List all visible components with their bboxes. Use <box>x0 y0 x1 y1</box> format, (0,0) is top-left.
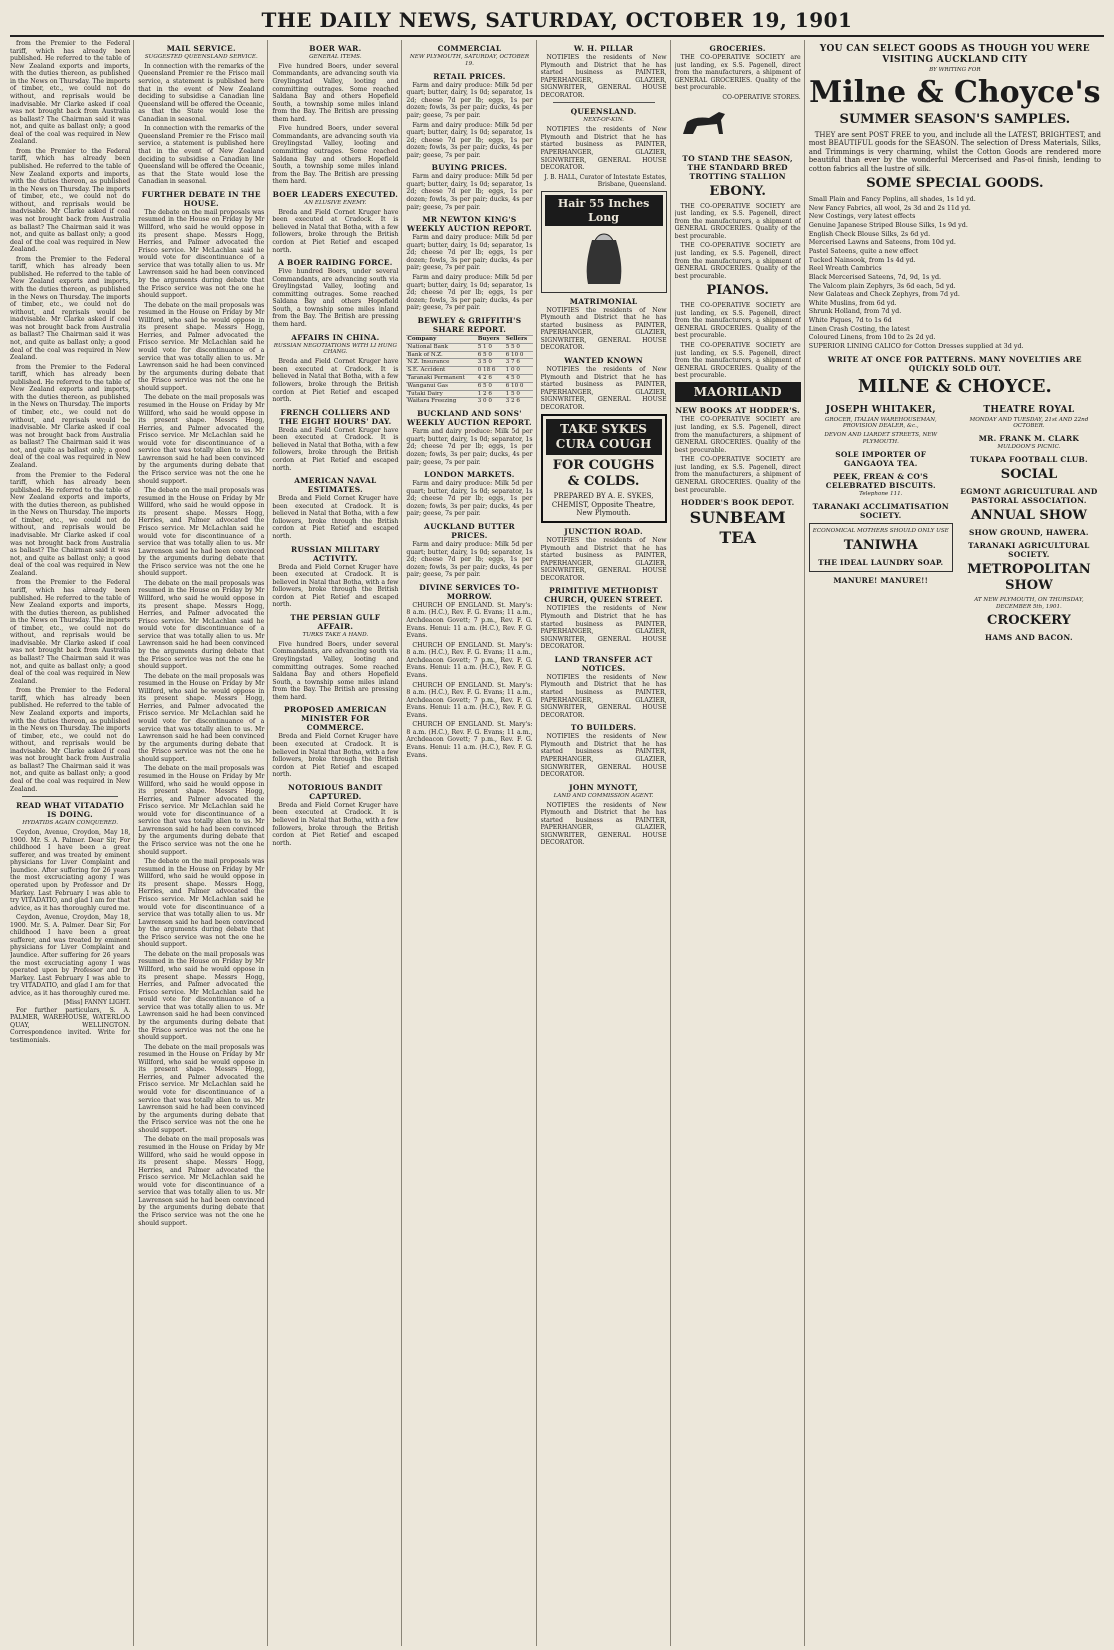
taniwha-soap: THE IDEAL LAUNDRY SOAP. <box>818 557 944 567</box>
advert-body: NOTIFIES the residents of New Plymouth and District that he has started business as PAINTER, PAPERHANGER, GLAZIER, SIGNWRITER, GENERAL HOUSE DECORATOR. <box>540 126 667 172</box>
gangaoya-tea: SOLE IMPORTER OF GANGAOYA TEA. <box>835 449 927 468</box>
table-cell: 6 10 0 <box>505 382 533 390</box>
share-column-header: Buyers <box>477 335 505 343</box>
goods-item: New Costings, very latest effects <box>808 212 916 221</box>
mail-service-subheading: SUGGESTED QUEENSLAND SERVICE. <box>144 54 258 61</box>
advert-body: THE CO-OPERATIVE SOCIETY are just landing, ex S.S. Pagenell, direct from the manufacturers, a shipment of GENERAL GROCERIES. Quality of the best procurable. <box>674 202 801 240</box>
milne-subtitle: SUMMER SEASON'S SAMPLES. <box>839 111 1071 127</box>
hodders-depot-heading: HODDER'S BOOK DEPOT. <box>680 498 795 508</box>
divine-services-heading: DIVINE SERVICES TO-MORROW. <box>419 582 520 601</box>
pillar-heading: W. H. PILLAR <box>573 44 634 53</box>
horse-icon <box>675 104 735 144</box>
article-body: Breda and Field Cornet Kruger have been executed at Cradock. It is believed in Natal that Botha, with a few followers, broke through the British cordon at Piet Retief and escaped north. <box>272 495 399 540</box>
article-body: The debate on the mail proposals was resumed in the House on Friday by Mr Willford, who said he would oppose in its present shape. Messrs Hogg, Herries, and Palmer advocated the Frisco service. Mr McLachlan said he would vote for discontinuance of a service that was totally alien to us. Mr Lawrenson said he had been convinced by the arguments during debate that the Frisco service was not the one he should support. <box>138 579 265 671</box>
hair-advert <box>541 191 667 292</box>
table-cell: 3 2 6 <box>505 398 533 405</box>
taniwha-title: TANIWHA <box>843 537 918 553</box>
article-body: Breda and Field Cornet Kruger have been executed at Cradock. It is believed in Natal that Botha, with a few followers, broke through the British cordon at Piet Retief and escaped north. <box>272 208 399 254</box>
mynott-heading: JOHN MYNOTT, <box>569 782 639 792</box>
article-body: The debate on the mail proposals was resumed in the House on Friday by Mr Willford, who said he would oppose in its present shape. Messrs Hogg, Herries, and Palmer advocated the Frisco service. Mr McLachlan said he would vote for discontinuance of a service that was totally alien to us. Mr Lawrenson said he had been convinced by the arguments during debate that the Frisco service was not the one he should support. <box>138 1043 265 1134</box>
masthead: THE DAILY NEWS, SATURDAY, OCTOBER 19, 1901 <box>10 8 1104 37</box>
table-cell: 3 5 0 <box>477 359 505 367</box>
elusive-enemy-heading: AN ELUSIVE ENEMY. <box>304 199 367 206</box>
naval-estimates-heading: AMERICAN NAVAL ESTIMATES. <box>294 476 377 495</box>
theatre-heading: THEATRE ROYAL <box>983 404 1075 415</box>
goods-item: The Valcom plain Zephyrs, 3s 6d each, 5d yd. <box>808 281 956 290</box>
advert-body: NOTIFIES the residents of New Plymouth and District that he has started business as PAINTER, PAPERHANGER, GLAZIER, SIGNWRITER, GENERAL HOUSE DECORATOR. <box>540 605 667 651</box>
goods-item: Mercerised Lawns and Sateens, from 10d yd. <box>808 238 956 247</box>
table-row <box>406 359 532 367</box>
bandit-heading: NOTORIOUS BANDIT CAPTURED. <box>288 782 383 801</box>
vitadatio-subheading: HYDATIDS AGAIN CONQUERED. <box>22 820 118 827</box>
article-body: The debate on the mail proposals was resumed in the House on Friday by Mr Willford, who said he would oppose in its present shape. Messrs Hogg, Herries, and Palmer advocated the Frisco service. Mr McLachlan said he would vote for discontinuance of a service that was totally alien to us. Mr Lawrenson said he had been convinced by the arguments during debate that the Frisco service was not the one he should support. <box>138 950 265 1042</box>
buying-prices-heading: BUYING PRICES. <box>431 163 508 173</box>
article-body: Farm and dairy produce: Milk 5d per quart; butter, dairy, 1s 0d; separator, 1s 2d; cheese 7d per lb; eggs, 1s per dozen; fowls, 3s per pair; ducks, 4s per pair; geese, 7s per pair. <box>406 274 533 312</box>
testimonial-letter: Ceydon, Avenue, Croydon, May 18, 1900. Mr. S. A. Palmer. Dear Sir, For childhood I have been a great sufferer, and was treated by eminent physicians for Liver Complaint and Jaundice. After suffering for 26 years the most excruciating agony I was operated upon by Professor and Dr Markey. Last February I was able to try VITADATIO, and glad I am for that advice, as it has thoroughly cured me. <box>10 829 131 912</box>
land-transfer-heading: LAND TRANSFER ACT NOTICES. <box>554 654 653 673</box>
table-row <box>406 367 532 375</box>
advert-body: THE CO-OPERATIVE SOCIETY are just landing, ex S.S. Pagenell, direct from the manufacturers, a shipment of GENERAL GROCERIES. Quality of the best procurable. <box>674 242 801 280</box>
french-colliers-heading: FRENCH COLLIERS AND THE EIGHT HOURS' DAY. <box>279 407 392 426</box>
egmont-heading: EGMONT AGRICULTURAL AND PASTORAL ASSOCIATION. <box>960 487 1098 506</box>
cura-advert <box>541 414 667 523</box>
theatre-dates: MONDAY AND TUESDAY, 21st AND 22nd OCTOBER. <box>969 416 1089 430</box>
hodders-heading: NEW BOOKS AT HODDER'S. <box>675 406 801 416</box>
tas-heading: TARANAKI AGRICULTURAL SOCIETY. <box>968 540 1090 559</box>
table-cell: N.Z. Insurance <box>406 359 476 367</box>
table-row <box>406 343 532 351</box>
vitadatio-heading: READ WHAT VITADATIO IS DOING. <box>16 801 125 820</box>
article-body: The debate on the mail proposals was resumed in the House on Friday by Mr Willford, who said he would oppose in its present shape. Messrs Hogg, Herries, and Palmer advocated the Frisco service. Mr McLachlan said he would vote for discontinuance of a service that was totally alien to us. Mr Lawrenson said he had been convinced by the arguments during debate that the Frisco service was not the one he should support. <box>138 301 265 392</box>
taniwha-advert <box>809 523 953 572</box>
goods-item: Pastel Sateens, quite a new effect <box>808 246 919 255</box>
junction-road-heading: JUNCTION ROAD. <box>564 527 643 536</box>
peek-frean: PEEK, FREAN & CO'S CELEBRATED BISCUITS. <box>825 471 936 490</box>
goods-item: New Fancy Fabrics, all wool, 2s 3d and 2s 11d yd. <box>808 203 971 212</box>
whitaker-address: DEVON AND LIARDET STREETS, NEW PLYMOUTH. <box>824 432 938 446</box>
goods-item: White Muslins, from 6d yd. <box>808 298 897 307</box>
column-7 <box>809 40 1104 1646</box>
boer-war-heading: BOER WAR. <box>309 44 362 53</box>
special-goods-heading: SOME SPECIAL GOODS. <box>866 176 1044 192</box>
table-row <box>406 351 532 359</box>
goods-item: White Piques, 7d to 1s 6d <box>808 316 892 325</box>
matrimonial-heading: MATRIMONIAL <box>569 296 638 306</box>
column-6 <box>675 40 805 1646</box>
china-subheading: RUSSIAN NEGOTIATIONS WITH LI HUNG CHANG. <box>273 342 397 356</box>
goods-item: Shrunk Holland, from 7d yd. <box>808 307 902 316</box>
article-body: from the Premier to the Federal tariff, which has already been published. He referred to the table of New Zealand exports and imports, with the duties thereon, as published in the News on Thursday. The imports of timber, etc., we could not do without, and reprisals would be inadvisable. Mr Clarke asked if coal was not brought back from Australia as ballast? The Chairman said it was not, and quite as ballast only; a good deal of the coal was required in New Zealand. <box>10 255 131 362</box>
acclimatisation-heading: TARANAKI ACCLIMATISATION SOCIETY. <box>812 501 949 520</box>
queensland-signature: J. B. HALL, Curator of Intestate Estates, Brisbane, Queensland. <box>544 173 667 188</box>
theatre-performer: MR. FRANK M. CLARK <box>978 434 1080 444</box>
column-3 <box>272 40 402 1646</box>
table-cell: Waitara Freezing <box>406 398 476 405</box>
groceries-signature: CO-OPERATIVE STORES. <box>722 93 801 101</box>
advert-body: NOTIFIES the residents of New Plymouth and District that he has started business as PAINTER, PAPERHANGER, GLAZIER, SIGNWRITER, GENERAL HOUSE DECORATOR. <box>540 54 667 99</box>
table-cell: Taranaki Permanent <box>406 374 476 382</box>
milne-body: THEY are sent POST FREE to you, and include all the LATEST, BRIGHTEST, and most BEAUTIFUL goods for the SEASON. The selection of Dress Materials, Silks, and Trimmings is very charming, whilst the Cotton Goods are rendered more beautiful than ever by the wonderful Mercerised and Pas-ol finish, lending to cotton fabrics all the lustre of silk. <box>808 130 1101 173</box>
theatre-show: MULDOON'S PICNIC. <box>997 444 1061 451</box>
advert-body: NOTIFIES the residents of New Plymouth and District that he has started business as PAINTER, PAPERHANGER, GLAZIER, SIGNWRITER, GENERAL HOUSE DECORATOR. <box>540 537 667 582</box>
advert-body: NOTIFIES the residents of New Plymouth and District that he has started business as PAINTER, PAPERHANGER, GLAZIER, SIGNWRITER, GENERAL HOUSE DECORATOR. <box>540 366 667 411</box>
goods-list <box>809 195 1101 351</box>
table-cell: 6 10 0 <box>505 351 533 359</box>
share-table <box>406 335 532 405</box>
article-body: CHURCH OF ENGLAND. St. Mary's: 8 a.m. (H.C.), Rev. F. G. Evans; 11 a.m., Archdeacon Govett; 7 p.m., Rev. F. G. Evans. Henui: 11 a.m. (H.C.), Rev. F. G. Evans. <box>406 721 533 759</box>
article-body: Farm and dairy produce: Milk 5d per quart; butter, dairy, 1s 0d; separator, 1s 2d; cheese 7d per lb; eggs, 1s per dozen; fowls, 3s per pair; ducks, 4s per pair; geese, 7s per pair. <box>406 173 533 211</box>
table-cell: Wanganui Gas <box>406 382 476 390</box>
share-column-header: Company <box>406 335 476 343</box>
advert-body: THE CO-OPERATIVE SOCIETY are just landing, ex S.S. Pagenell, direct from the manufacturers, a shipment of GENERAL GROCERIES. Quality of the best procurable. <box>674 456 801 494</box>
advert-body: NOTIFIES the residents of New Plymouth and District that he has started business as PAINTER, PAPERHANGER, GLAZIER, SIGNWRITER, GENERAL HOUSE DECORATOR. <box>540 733 667 779</box>
wanted-known-heading: WANTED KNOWN <box>564 356 643 366</box>
table-cell: 4 5 0 <box>505 374 533 382</box>
hawera-heading: SHOW GROUND, HAWERA. <box>969 527 1089 537</box>
table-cell: 3 7 6 <box>505 359 533 367</box>
article-body: Farm and dairy produce: Milk 5d per quart; butter, dairy, 1s 0d; separator, 1s 2d; cheese 7d per lb; eggs, 1s per dozen; fowls, 3s per pair; ducks, 4s per pair; geese, 7s per pair. <box>406 541 533 579</box>
article-body: from the Premier to the Federal tariff, which has already been published. He referred to the table of New Zealand exports and imports, with the duties thereon, as published in the News on Thursday. The imports of timber, etc., we could not do without, and reprisals would be inadvisable. Mr Clarke asked if coal was not brought back from Australia as ballast? The Chairman said it was not, and quite as ballast only; a good deal of the coal was required in New Zealand. <box>10 471 131 577</box>
taniwha-mothers: ECONOMICAL MOTHERS SHOULD ONLY USE <box>812 527 949 534</box>
american-minister-heading: PROPOSED AMERICAN MINISTER FOR COMMERCE. <box>284 705 387 733</box>
advert-body: THE CO-OPERATIVE SOCIETY are just landing, ex S.S. Pagenell, direct from the manufacturers, a shipment of GENERAL GROCERIES. Quality of the best procurable. <box>674 54 801 92</box>
article-body: Breda and Field Cornet Kruger have been executed at Cradock. It is believed in Natal that Botha, with a few followers, broke through the British cordon at Piet Retief and escaped north. <box>272 426 399 472</box>
article-body: The debate on the mail proposals was resumed in the House on Friday by Mr Willford, who said he would oppose in its present shape. Messrs Hogg, Herries, and Palmer advocated the Frisco service. Mr McLachlan said he would vote for discontinuance of a service that was totally alien to us. Mr Lawrenson said he had been convinced by the arguments during debate that the Frisco service was not the one he should support. <box>138 858 265 949</box>
goods-item: Tucked Nainsook, from 1s 4d yd. <box>808 255 916 264</box>
boer-leaders-heading: BOER LEADERS EXECUTED. <box>272 189 399 199</box>
share-report-heading: BEWLEY & GRIFFITH'S SHARE REPORT. <box>417 315 522 334</box>
testimonial-signature: [Miss] FANNY LIGHT. <box>63 999 131 1007</box>
goods-item: New Galateas and Check Zephyrs, from 7d yd. <box>808 290 960 299</box>
hair-title: Hair 55 Inches Long <box>545 195 663 226</box>
article-body: The debate on the mail proposals was resumed in the House on Friday by Mr Willford, who said he would oppose in its present shape. Messrs Hogg, Herries, and Palmer advocated the Frisco service. Mr McLachlan said he would vote for discontinuance of a service that was totally alien to us. Mr Lawrenson said he had been convinced by the arguments during debate that the Frisco service was not the one he should support. <box>138 208 265 300</box>
maoriland-banner: MAORILAND <box>675 382 801 403</box>
builders-heading: TO BUILDERS. <box>570 723 637 733</box>
milne-brand-2: MILNE & CHOYCE. <box>857 375 1052 397</box>
boer-raiding-heading: A BOER RAIDING FORCE. <box>278 258 393 268</box>
london-markets-heading: LONDON MARKETS. <box>424 470 515 480</box>
article-body: from the Premier to the Federal tariff, which has already been published. He referred to the table of New Zealand exports and imports, with the duties thereon, as published in the News on Thursday. The imports of timber, etc., we could not do without, and reprisals would be inadvisable. Mr Clarke asked if coal was not brought back from Australia as ballast? The Chairman said it was not, and quite as ballast only; a good deal of the coal was required in New Zealand. <box>10 363 131 469</box>
article-body: Farm and dairy produce: Milk 5d per quart; butter, dairy, 1s 0d; separator, 1s 2d; cheese 7d per lb; eggs, 1s per dozen; fowls, 3s per pair; ducks, 4s per pair; geese, 7s per pair. <box>406 121 533 159</box>
article-body: Farm and dairy produce: Milk 5d per quart; butter, dairy, 1s 0d; separator, 1s 2d; cheese 7d per lb; eggs, 1s per dozen; fowls, 3s per pair; ducks, 4s per pair; geese, 7s per pair. <box>406 81 533 119</box>
milne-intro: YOU CAN SELECT GOODS AS THOUGH YOU WERE VISITING AUCKLAND CITY <box>819 44 1090 65</box>
russian-military-heading: RUSSIAN MILITARY ACTIVITY. <box>291 544 380 563</box>
debate-heading: FURTHER DEBATE IN THE HOUSE. <box>141 189 261 208</box>
article-body: The debate on the mail proposals was resumed in the House on Friday by Mr Willford, who said he would oppose in its present shape. Messrs Hogg, Herries, and Palmer advocated the Frisco service. Mr McLachlan said he would vote for discontinuance of a service that was totally alien to us. Mr Lawrenson said he had been convinced by the arguments during debate that the Frisco service was not the one he should support. <box>138 672 265 763</box>
commercial-heading: COMMERCIAL <box>437 44 502 53</box>
cura-subtitle: FOR COUGHS & COLDS. <box>552 457 655 489</box>
table-cell: 0 18 6 <box>477 367 505 375</box>
metro-show-heading: METROPOLITAN SHOW <box>967 562 1091 593</box>
article-body: Five hundred Boers, under several Commandants, are advancing south via Greylingstad Valley, looting and committing outrages. Some reached Saldana Bay and others Hopefield South, a township some miles inland from the Bay. The British are pressing them hard. <box>272 125 399 186</box>
annual-show-heading: ANNUAL SHOW <box>970 508 1087 524</box>
table-cell: 1 2 6 <box>477 390 505 398</box>
table-cell: Bank of N.Z. <box>406 351 476 359</box>
table-row <box>406 398 532 405</box>
article-body: Breda and Field Cornet Kruger have been executed at Cradock. It is believed in Natal that Botha, with a few followers, broke through the British cordon at Piet Retief and escaped north. <box>272 801 399 847</box>
table-cell: S.E. Accident <box>406 367 476 375</box>
mynott-subheading: LAND AND COMMISSION AGENT. <box>553 792 654 799</box>
article-body: The debate on the mail proposals was resumed in the House on Friday by Mr Willford, who said he would oppose in its present shape. Messrs Hogg, Herries, and Palmer advocated the Frisco service. Mr McLachlan said he would vote for discontinuance of a service that was totally alien to us. Mr Lawrenson said he had been convinced by the arguments during debate that the Frisco service was not the one he should support. <box>138 394 265 485</box>
cura-maker: PREPARED BY A. E. SYKES, CHEMIST, Opposite Theatre, New Plymouth. <box>551 492 656 518</box>
article-body: The debate on the mail proposals was resumed in the House on Friday by Mr Willford, who said he would oppose in its present shape. Messrs Hogg, Herries, and Palmer advocated the Frisco service. Mr McLachlan said he would vote for discontinuance of a service that was totally alien to us. Mr Lawrenson said he had been convinced by the arguments during debate that the Frisco service was not the one he should support. <box>138 487 265 578</box>
woman-portrait-icon <box>564 226 644 286</box>
goods-item: Linen Crash Costing, the latest <box>808 324 910 333</box>
column-5 <box>541 40 671 1646</box>
article-body: Breda and Field Cornet Kruger have been executed at Cradock. It is believed in Natal that Botha, with a few followers, broke through the British cordon at Piet Retief and escaped north. <box>272 563 399 609</box>
advert-body: NOTIFIES the residents of New Plymouth and District that he has started business as PAINTER, PAPERHANGER, GLAZIER, SIGNWRITER, GENERAL HOUSE DECORATOR. <box>540 306 667 352</box>
article-body: The debate on the mail proposals was resumed in the House on Friday by Mr Willford, who said he would oppose in its present shape. Messrs Hogg, Herries, and Palmer advocated the Frisco service. Mr McLachlan said he would vote for discontinuance of a service that was totally alien to us. Mr Lawrenson said he had been convinced by the arguments during debate that the Frisco service was not the one he should support. <box>138 765 265 856</box>
column-1 <box>10 40 134 1646</box>
cura-title: TAKE SYKES CURA COUGH <box>546 419 662 454</box>
football-heading: TUKAPA FOOTBALL CLUB. <box>969 455 1088 465</box>
goods-item: Genuine Japanese Striped Blouse Silks, 1s 9d yd. <box>808 221 968 230</box>
retail-prices-heading: RETAIL PRICES. <box>433 71 506 81</box>
table-cell: 4 2 6 <box>477 374 505 382</box>
crockery-heading: CROCKERY <box>987 613 1071 629</box>
table-cell: 6 5 0 <box>477 351 505 359</box>
milne-intro-sub: BY WRITING FOR <box>929 66 981 73</box>
share-column-header: Sellers <box>505 335 533 343</box>
newton-king-heading: MR NEWTON KING'S WEEKLY AUCTION REPORT. <box>407 215 532 234</box>
groceries-heading: GROCERIES. <box>709 44 766 53</box>
article-body: CHURCH OF ENGLAND. St. Mary's: 8 a.m. (H.C.), Rev. F. G. Evans; 11 a.m., Archdeacon Govett; 7 p.m., Rev. F. G. Evans. Henui: 11 a.m. (H.C.), Rev. F. G. Evans. <box>406 681 533 719</box>
milne-brand: Milne & Choyce's <box>809 74 1101 110</box>
goods-item: Small Plain and Fancy Poplins, all shades, 1s 1d yd. <box>808 195 976 204</box>
advert-body: THE CO-OPERATIVE SOCIETY are just landing, ex S.S. Pagenell, direct from the manufacturers, a shipment of GENERAL GROCERIES. Quality of the best procurable. <box>674 302 801 340</box>
table-cell: 6 5 0 <box>477 382 505 390</box>
hams-heading: HAMS AND BACON. <box>984 633 1073 643</box>
table-cell: Tutaki Dairy <box>406 390 476 398</box>
article-body: Breda and Field Cornet Kruger have been executed at Cradock. It is believed in Natal that Botha, with a few followers, broke through the British cordon at Piet Retief and escaped north. <box>272 358 399 404</box>
article-body: from the Premier to the Federal tariff, which has already been published. He referred to the table of New Zealand exports and imports, with the duties thereon, as published in the News on Thursday. The imports of timber, etc., we could not do without, and reprisals would be inadvisable. Mr Clarke asked if coal was not brought back from Australia as ballast? The Chairman said it was not, and quite as ballast only; a good deal of the coal was required in New Zealand. <box>10 579 131 685</box>
methodist-heading: PRIMITIVE METHODIST CHURCH, QUEEN STREET. <box>544 586 663 605</box>
article-body: Five hundred Boers, under several Commandants, are advancing south via Greylingstad Valley, looting and committing outrages. Some reached Saldana Bay and others Hopefield South, a township some miles inland from the Bay. The British are pressing them hard. <box>272 268 399 329</box>
whitaker-heading: JOSEPH WHITAKER, <box>825 404 936 415</box>
article-body: Farm and dairy produce: Milk 5d per quart; butter, dairy, 1s 0d; separator, 1s 2d; cheese 7d per lb; eggs, 1s per dozen; fowls, 3s per pair; ducks, 4s per pair; geese, 7s per pair. <box>406 428 533 466</box>
article-body: Five hundred Boers, under several Commandants, are advancing south via Greylingstad Valley, looting and committing outrages. Some reached Saldana Bay and others Hopefield South, a township some miles inland from the Bay. The British are pressing them hard. <box>272 62 399 123</box>
metro-show-sub: AT NEW PLYMOUTH, ON THURSDAY, DECEMBER 5th, 1901. <box>974 596 1084 610</box>
persian-gulf-subheading: TURKS TAKE A HAND. <box>302 632 369 638</box>
table-cell: 1 5 0 <box>505 390 533 398</box>
article-body: Farm and dairy produce: Milk 5d per quart; butter, dairy, 1s 0d; separator, 1s 2d; cheese 7d per lb; eggs, 1s per dozen; fowls, 3s per pair; ducks, 4s per pair; geese, 7s per pair. <box>406 480 533 518</box>
advert-body: NOTIFIES the residents of New Plymouth and District that he has started business as PAINTER, PAPERHANGER, GLAZIER, SIGNWRITER, GENERAL HOUSE DECORATOR. <box>540 801 667 847</box>
goods-item: English Check Blouse Silks, 2s 6d yd. <box>808 229 931 238</box>
table-cell: National Bank <box>406 343 476 351</box>
sunbeam-tea: SUNBEAM TEA <box>689 508 786 547</box>
pianos-heading: PIANOS. <box>706 283 769 299</box>
advert-body: NOTIFIES the residents of New Plymouth and District that he has started business as PAINTER, PAPERHANGER, GLAZIER, SIGNWRITER, GENERAL HOUSE DECORATOR. <box>540 673 667 719</box>
article-body: CHURCH OF ENGLAND. St. Mary's: 8 a.m. (H.C.), Rev. F. G. Evans; 11 a.m., Archdeacon Govett; 7 p.m., Rev. F. G. Evans. Henui: 11 a.m. (H.C.), Rev. F. G. Evans. <box>406 641 533 679</box>
stallion-name: EBONY. <box>709 183 766 199</box>
article-body: In connection with the remarks of the Queensland Premier re the Frisco mail service, a statement is published here that in the event of New Zealand deciding to subsidise a Canadian line Queensland will be offered the Oceanic, as that the State would lose the Canadian in seasonal. <box>138 62 265 123</box>
commercial-subheading: NEW PLYMOUTH, SATURDAY, OCTOBER 19. <box>409 54 530 67</box>
boer-war-subheading: GENERAL ITEMS. <box>309 54 362 61</box>
social-heading: SOCIAL <box>1000 467 1058 483</box>
persian-gulf-heading: THE PERSIAN GULF AFFAIR. <box>290 612 381 631</box>
table-cell: 5 5 0 <box>505 343 533 351</box>
buckland-heading: BUCKLAND AND SONS' WEEKLY AUCTION REPORT. <box>407 409 532 428</box>
goods-item: SUPERIOR LINING CALICO for Cotton Dresses supplied at 3d yd. <box>808 342 1024 351</box>
vitadatio-footer: For further particulars, S. A. PALMER, WAREHOUSE, WATERLOO QUAY, WELLINGTON. Correspondence invited. Write for testimonials. <box>10 1006 131 1044</box>
article-body: from the Premier to the Federal tariff, which has already been published. He referred to the table of New Zealand exports and imports, with the duties thereon, as published in the News on Thursday. The imports of timber, etc., we could not do without, and reprisals would be inadvisable. Mr Clarke asked if coal was not brought back from Australia as ballast? The Chairman said it was not, and quite as ballast only; a good deal of the coal was required in New Zealand. <box>10 687 131 793</box>
article-body: In connection with the remarks of the Queensland Premier re the Frisco mail service, a statement is published here that in the event of New Zealand deciding to subsidise a Canadian line Queensland will be offered the Oceanic, as that the State would lose the Canadian in seasonal. <box>138 125 265 186</box>
butter-prices-heading: AUCKLAND BUTTER PRICES. <box>424 521 515 540</box>
advert-body: THE CO-OPERATIVE SOCIETY are just landing, ex S.S. Pagenell, direct from the manufacturers, a shipment of GENERAL GROCERIES. Quality of the best procurable. <box>674 341 801 380</box>
article-body: CHURCH OF ENGLAND. St. Mary's: 8 a.m. (H.C.), Rev. F. G. Evans; 11 a.m., Archdeacon Govett; 7 p.m., Rev. F. G. Evans. Henui: 11 a.m. (H.C.), Rev. F. G. Evans. <box>406 601 533 640</box>
article-body: The debate on the mail proposals was resumed in the House on Friday by Mr Willford, who said he would oppose in its present shape. Messrs Hogg, Herries, and Palmer advocated the Frisco service. Mr McLachlan said he would vote for discontinuance of a service that was totally alien to us. Mr Lawrenson said he had been convinced by the arguments during debate that the Frisco service was not the one he should support. <box>138 1136 265 1227</box>
article-body: Five hundred Boers, under several Commandants, are advancing south via Greylingstad Valley, looting and committing outrages. Some reached Saldana Bay and others Hopefield South, a township some miles inland from the Bay. The British are pressing them hard. <box>272 640 399 701</box>
article-body: Breda and Field Cornet Kruger have been executed at Cradock. It is believed in Natal that Botha, with a few followers, broke through the British cordon at Piet Retief and escaped north. <box>272 733 399 779</box>
advert-body: THE CO-OPERATIVE SOCIETY are just landing, ex S.S. Pagenell, direct from the manufacturers, a shipment of GENERAL GROCERIES. Quality of the best procurable. <box>674 416 801 454</box>
stallion-heading: TO STAND THE SEASON, THE STANDARD BRED TROTTING STALLION <box>682 153 793 181</box>
goods-item: Coloured Linens, from 10d to 2s 2d yd. <box>808 333 936 342</box>
testimonial-letter: Ceydon, Avenue, Croydon, May 18, 1900. Mr. S. A. Palmer. Dear Sir, For childhood I have been a great sufferer, and was treated by eminent physicians for Liver Complaint and Jaundice. After suffering for 26 years the most excruciating agony I was operated upon by Professor and Dr Markey. Last February I was able to try VITADATIO, and glad I am for that advice, as it has thoroughly cured me. <box>10 914 131 997</box>
china-heading: AFFAIRS IN CHINA. <box>291 332 380 342</box>
next-of-kin-heading: NEXT-OF-KIN. <box>583 117 624 124</box>
manure-heading: MANURE! MANURE!! <box>833 575 929 585</box>
article-body: from the Premier to the Federal tariff, which has already been published. He referred to the table of New Zealand exports and imports, with the duties thereon, as published in the News on Thursday. The imports of timber, etc., we could not do without, and reprisals would be inadvisable. Mr Clarke asked if coal was not brought back from Australia as ballast? The Chairman said it was not, and quite as ballast only; a good deal of the coal was required in New Zealand. <box>10 147 131 254</box>
article-body: from the Premier to the Federal tariff, which has already been published. He referred to the table of New Zealand exports and imports, with the duties thereon, as published in the News on Thursday. The imports of timber, etc., we could not do without, and reprisals would be inadvisable. Mr Clarke asked if coal was not brought back from Australia as ballast? The Chairman said it was not, and quite as ballast only; a good deal of the coal was required in New Zealand. <box>10 40 131 146</box>
whitaker-telephone: Telephone 111. <box>859 491 903 498</box>
goods-item: Reel Wreath Cambrics <box>808 264 882 273</box>
goods-item: Black Mercerised Sateens, 7d, 9d, 1s yd. <box>808 272 942 281</box>
column-2 <box>138 40 268 1646</box>
table-row <box>406 390 532 398</box>
table-row <box>406 382 532 390</box>
table-cell: 3 0 0 <box>477 398 505 405</box>
write-heading: WRITE AT ONCE FOR PATTERNS. MANY NOVELTIES ARE QUICKLY SOLD OUT. <box>827 354 1082 373</box>
table-cell: 1 0 0 <box>505 367 533 375</box>
whitaker-sub: GROCER, ITALIAN WAREHOUSEMAN, PROVISION DEALER, &c., <box>824 416 937 430</box>
mail-service-heading: MAIL SERVICE. <box>166 44 236 53</box>
table-row <box>406 374 532 382</box>
table-cell: 5 1 0 <box>477 343 505 351</box>
article-body: Farm and dairy produce: Milk 5d per quart; butter, dairy, 1s 0d; separator, 1s 2d; cheese 7d per lb; eggs, 1s per dozen; fowls, 3s per pair; ducks, 4s per pair; geese, 7s per pair. <box>406 234 533 272</box>
column-4 <box>406 40 536 1646</box>
queensland-heading: QUEENSLAND. <box>570 107 637 117</box>
